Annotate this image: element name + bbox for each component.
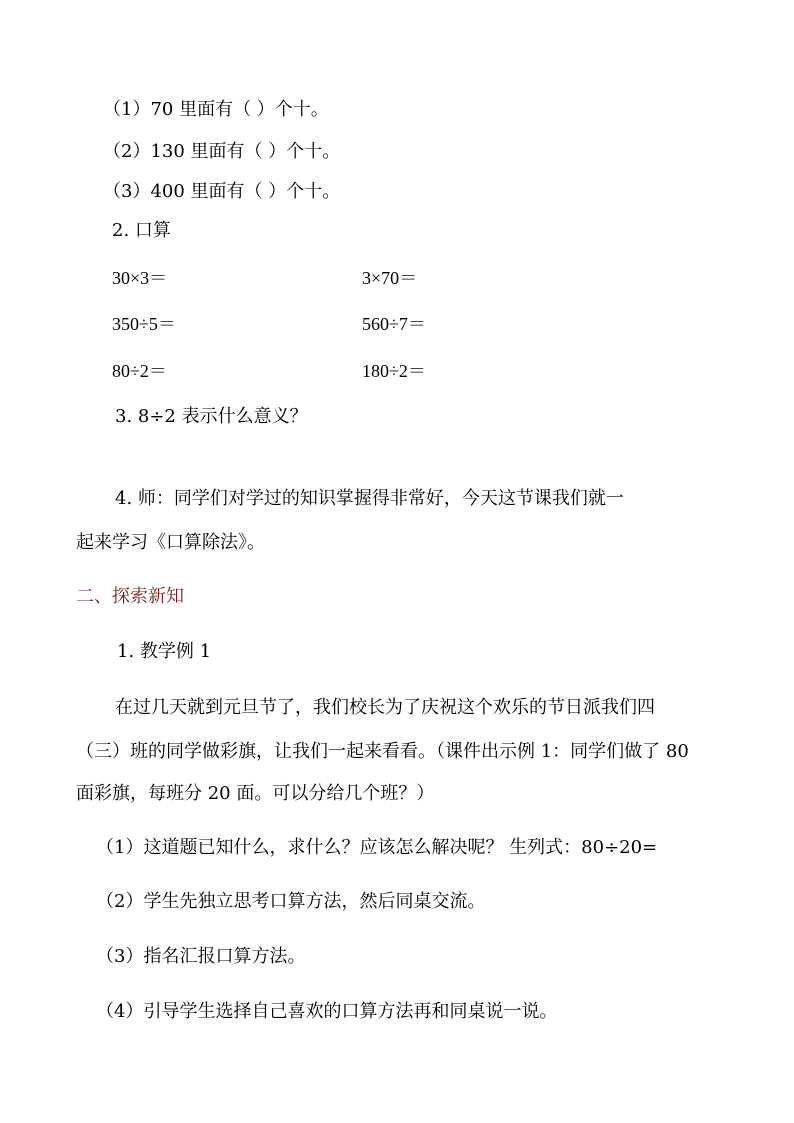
step-3: （3）指名汇报口算方法。 [96, 946, 306, 967]
teacher-line-2: 起来学习《口算除法》。 [76, 532, 265, 553]
step-2: （2）学生先独立思考口算方法，然后同桌交流。 [96, 891, 486, 912]
example-paragraph-line-1: 在过几天就到元旦节了，我们校长为了庆祝这个欢乐的节日派我们四 [115, 697, 655, 718]
section-heading: 二、探索新知 [76, 586, 184, 607]
oral-calc-left-3: 80÷2＝ [112, 361, 167, 381]
oral-calc-left-2: 350÷5＝ [112, 314, 176, 334]
step-4: （4）引导学生选择自己喜欢的口算方法再和同桌说一说。 [96, 1001, 558, 1022]
example-title: 1. 教学例 1 [117, 641, 212, 662]
oral-calc-right-2: 560÷7＝ [362, 314, 426, 334]
oral-calc-left-1: 30×3＝ [112, 268, 168, 288]
oral-calc-right-3: 180÷2＝ [362, 361, 426, 381]
fill-blank-2: （2）130 里面有（ ）个十。 [103, 141, 341, 162]
fill-blank-1: （1）70 里面有（ ）个十。 [103, 99, 329, 120]
example-paragraph-line-2: （三）班的同学做彩旗，让我们一起来看看。（课件出示例 1：同学们做了 80 [76, 741, 689, 762]
question-3: 3. 8÷2 表示什么意义？ [115, 406, 308, 427]
teacher-line-1: 4. 师：同学们对学过的知识掌握得非常好，今天这节课我们就一 [115, 488, 624, 509]
oral-calc-title: 2. 口算 [112, 220, 171, 241]
example-paragraph-line-3: 面彩旗，每班分 20 面。可以分给几个班？） [76, 783, 435, 804]
step-1: （1）这道题已知什么，求什么？应该怎么解决呢？ 生列式：80÷20= [96, 837, 658, 858]
fill-blank-3: （3）400 里面有（ ）个十。 [103, 181, 341, 202]
oral-calc-right-1: 3×70＝ [362, 268, 418, 288]
